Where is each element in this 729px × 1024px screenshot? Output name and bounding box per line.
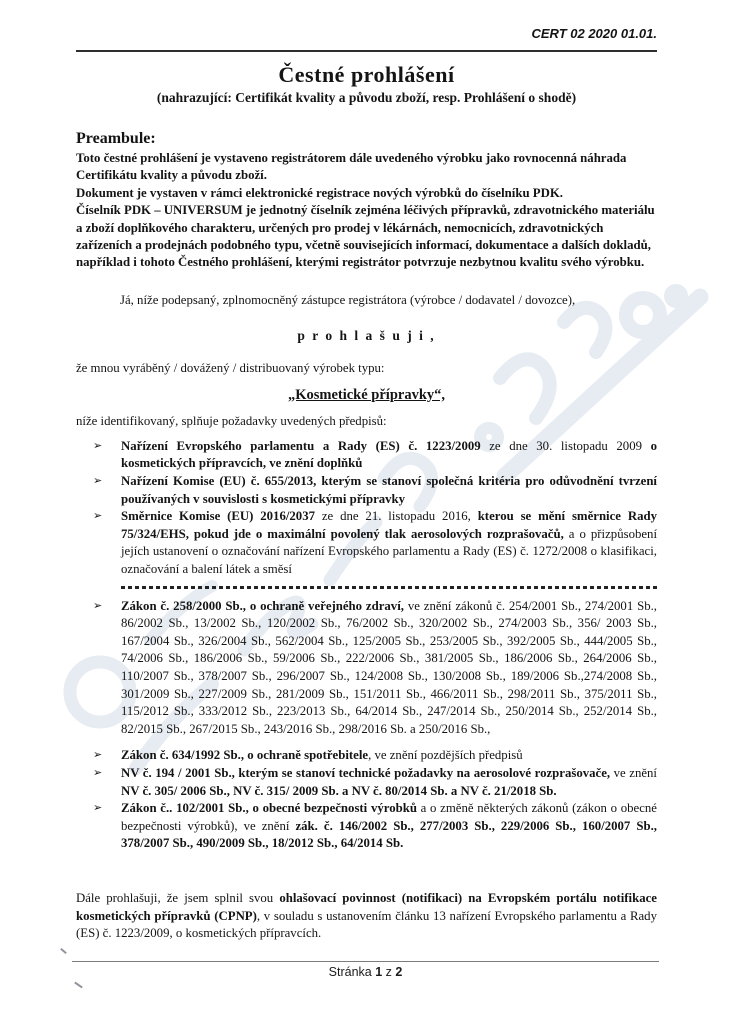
text-segment: Směrnice Komise (EU) 2016/2037 [121,509,316,524]
list-item [76,747,657,765]
list-item [76,473,657,508]
scan-mark [74,982,83,989]
text-segment: ze dne 21. listopadu 2016, [315,509,478,524]
header-divider [76,50,657,52]
arrow-bullet-icon: ➢ [93,749,103,762]
list-item [76,800,657,853]
preambule-paragraph: Dokument je vystaven v rámci elektronické registrace nových výrobků do číselníku PDK. [76,185,563,200]
list-item [76,765,657,800]
text-segment: a o přizpůsobení jejích ustanovení o označování nařízení Evropského parlamentu a Rady (ES) č. 1272/2008 o klasifikaci, označování a balení látek a směsí [121,526,658,576]
preambule-paragraph: Číselník PDK – UNIVERSUM je jednotný číselník zejména léčivých přípravků, zdravotnického materiálu a zboží doplňkového charakteru, určených pro prodej v lékárnách, nemocnicích, zdravotnických zařízeních a prodejnách podobného typu, včetně souvisejících informací, dokumentace a dalších dokladů, například i tohoto Čestného prohlášení, kterými registrátor potvrzuje nezbytnou kvalitu svého výrobku. [76,203,655,270]
product-intro: že mnou vyráběný / dovážený / distribuovaný výrobek typu: [76,360,385,375]
text-segment: zák. č. 146/2002 Sb., 277/2003 Sb., 229/2006 Sb., 160/2007 Sb., 378/2007 Sb., 490/2009 Sb., 18/2012 Sb., 64/2014 Sb. [121,818,657,851]
declaration-intro: Já, níže podepsaný, zplnomocněný zástupce registrátora (výrobce / dodavatel / dovozce), [120,292,576,307]
closing-statement [76,890,657,943]
text-segment: Zákon č. 258/2000 Sb., o ochraně veřejného zdraví, [121,598,404,613]
page-footer [72,961,659,979]
regulations-list [76,438,657,579]
document-subtitle: (nahrazující: Certifikát kvality a původu zboží, resp. Prohlášení o shodě) [156,90,577,105]
regulation-text [121,748,523,762]
text-segment: ve znění zákonů č. 254/2001 Sb., 274/2001 Sb., 86/2002 Sb., 13/2002 Sb., 120/2002 Sb., 76/2002 Sb., 320/2002 Sb., 274/2003 Sb., 356/ 2003 Sb., 167/2004 Sb., 326/2004 Sb., 562/2004 Sb., 125/2005 Sb., 253/2005 Sb., 392/2005 Sb., 444/2005 Sb., 74/2006 Sb., 186/2006 Sb., 59/2006 Sb., 222/2006 Sb., 381/2005 Sb., 186/2006 Sb., 264/2006 Sb., 110/2007 Sb., 378/2007 Sb., 296/2007 Sb., 124/2008 Sb., 130/2008 Sb., 189/2006 Sb.,274/2008 Sb., 301/2009 Sb., 227/2009 Sb., 281/2009 Sb., 151/2011 Sb., 466/2011 Sb., 298/2011 Sb., 375/2011 Sb., 115/2012 Sb., 333/2012 Sb., 223/2013 Sb., 64/2014 Sb., 247/2014 Sb., 250/2014 Sb., 252/2014 Sb., 82/2015 Sb., 267/2015 Sb., 243/2016 Sb., 298/2016 Sb. a 250/2016 Sb., [121,598,658,736]
product-type: „Kosmetické přípravky“, [287,386,446,403]
declaration-verb: p r o h l a š u j i , [297,327,436,343]
preambule-text [76,150,657,272]
preambule-heading: Preambule: [76,130,156,147]
total-page-number: 2 [395,965,403,979]
regulation-text [121,509,657,576]
text-segment: Nařízení Komise (EU) č. 655/2013, kterým se stanoví společná kritéria pro odůvodnění tvrzení používaných v souvislosti s kosmetickými přípravky [121,474,657,506]
arrow-bullet-icon: ➢ [93,510,103,523]
text-segment: a o změně některých zákonů (zákon o obecné bezpečnosti výrobků), ve znění [121,801,657,833]
arrow-bullet-icon: ➢ [93,475,103,488]
text-segment: ze dne 30. listopadu 2009 [480,438,651,453]
text-segment: Zákon č. 634/1992 Sb., o ochraně spotřebitele [121,748,369,763]
page-number-label: Stránka [328,965,372,979]
text-segment: Zákon č.. 102/2001 Sb., o obecné bezpečnosti výrobků [121,801,417,816]
text-segment: Dále prohlašuji, že jsem splnil svou [76,890,280,905]
list-item [76,598,657,739]
text-segment: , ve znění pozdějších předpisů [368,748,523,763]
preambule-paragraph: Toto čestné prohlášení je vystaveno registrátorem dále uvedeného výrobku jako rovnocenná náhrada Certifikátu kvality a původu zboží. [76,151,627,183]
page-number-separator: z [385,965,392,979]
doc-code: CERT 02 2020 01.01. [531,26,657,41]
text-segment: NV č. 194 / 2001 Sb., kterým se stanoví technické požadavky na aerosolové rozprašovače, [121,765,611,780]
regulation-text [121,801,657,850]
page-number [72,965,659,979]
text-segment: NV č. 305/ 2006 Sb., NV č. 315/ 2009 Sb. a NV č. 80/2014 Sb. a NV č. 21/2018 Sb. [121,783,557,798]
text-segment: Nařízení Evropského parlamentu a Rady (ES) č. 1223/2009 [121,438,481,453]
text-segment: ohlašovací povinnost (notifikaci) na Evropském portálu notifikace kosmetických přípravků (CPNP) [76,890,657,923]
text-segment: ve znění [610,765,657,780]
regulation-text [121,474,657,506]
arrow-bullet-icon: ➢ [93,766,103,779]
scan-mark [60,948,67,954]
regulation-text [121,599,657,736]
regulation-text [121,439,657,471]
arrow-bullet-icon: ➢ [93,802,103,815]
arrow-bullet-icon: ➢ [93,599,103,612]
text-segment: o kosmetických přípravcích, ve znění doplňků [121,438,657,471]
list-item [76,438,657,473]
text-segment: kterou se mění směrnice Rady 75/324/EHS, pokud jde o maximální povolený tlak aerosolových rozprašovačů, [121,509,657,541]
regulation-text [121,766,657,798]
list-item [76,508,657,578]
regulations-list-laws [76,598,657,853]
compliance-intro: níže identifikovaný, splňuje požadavky uvedených předpisů: [76,413,387,428]
text-segment: , v souladu s ustanovením článku 13 nařízení Evropského parlamentu a Rady (ES) č. 1223/2009, o kosmetických přípravcích. [76,908,657,941]
arrow-bullet-icon: ➢ [93,439,103,452]
dashed-divider [121,586,657,589]
current-page-number: 1 [375,965,383,979]
document-title: Čestné prohlášení [278,62,455,87]
